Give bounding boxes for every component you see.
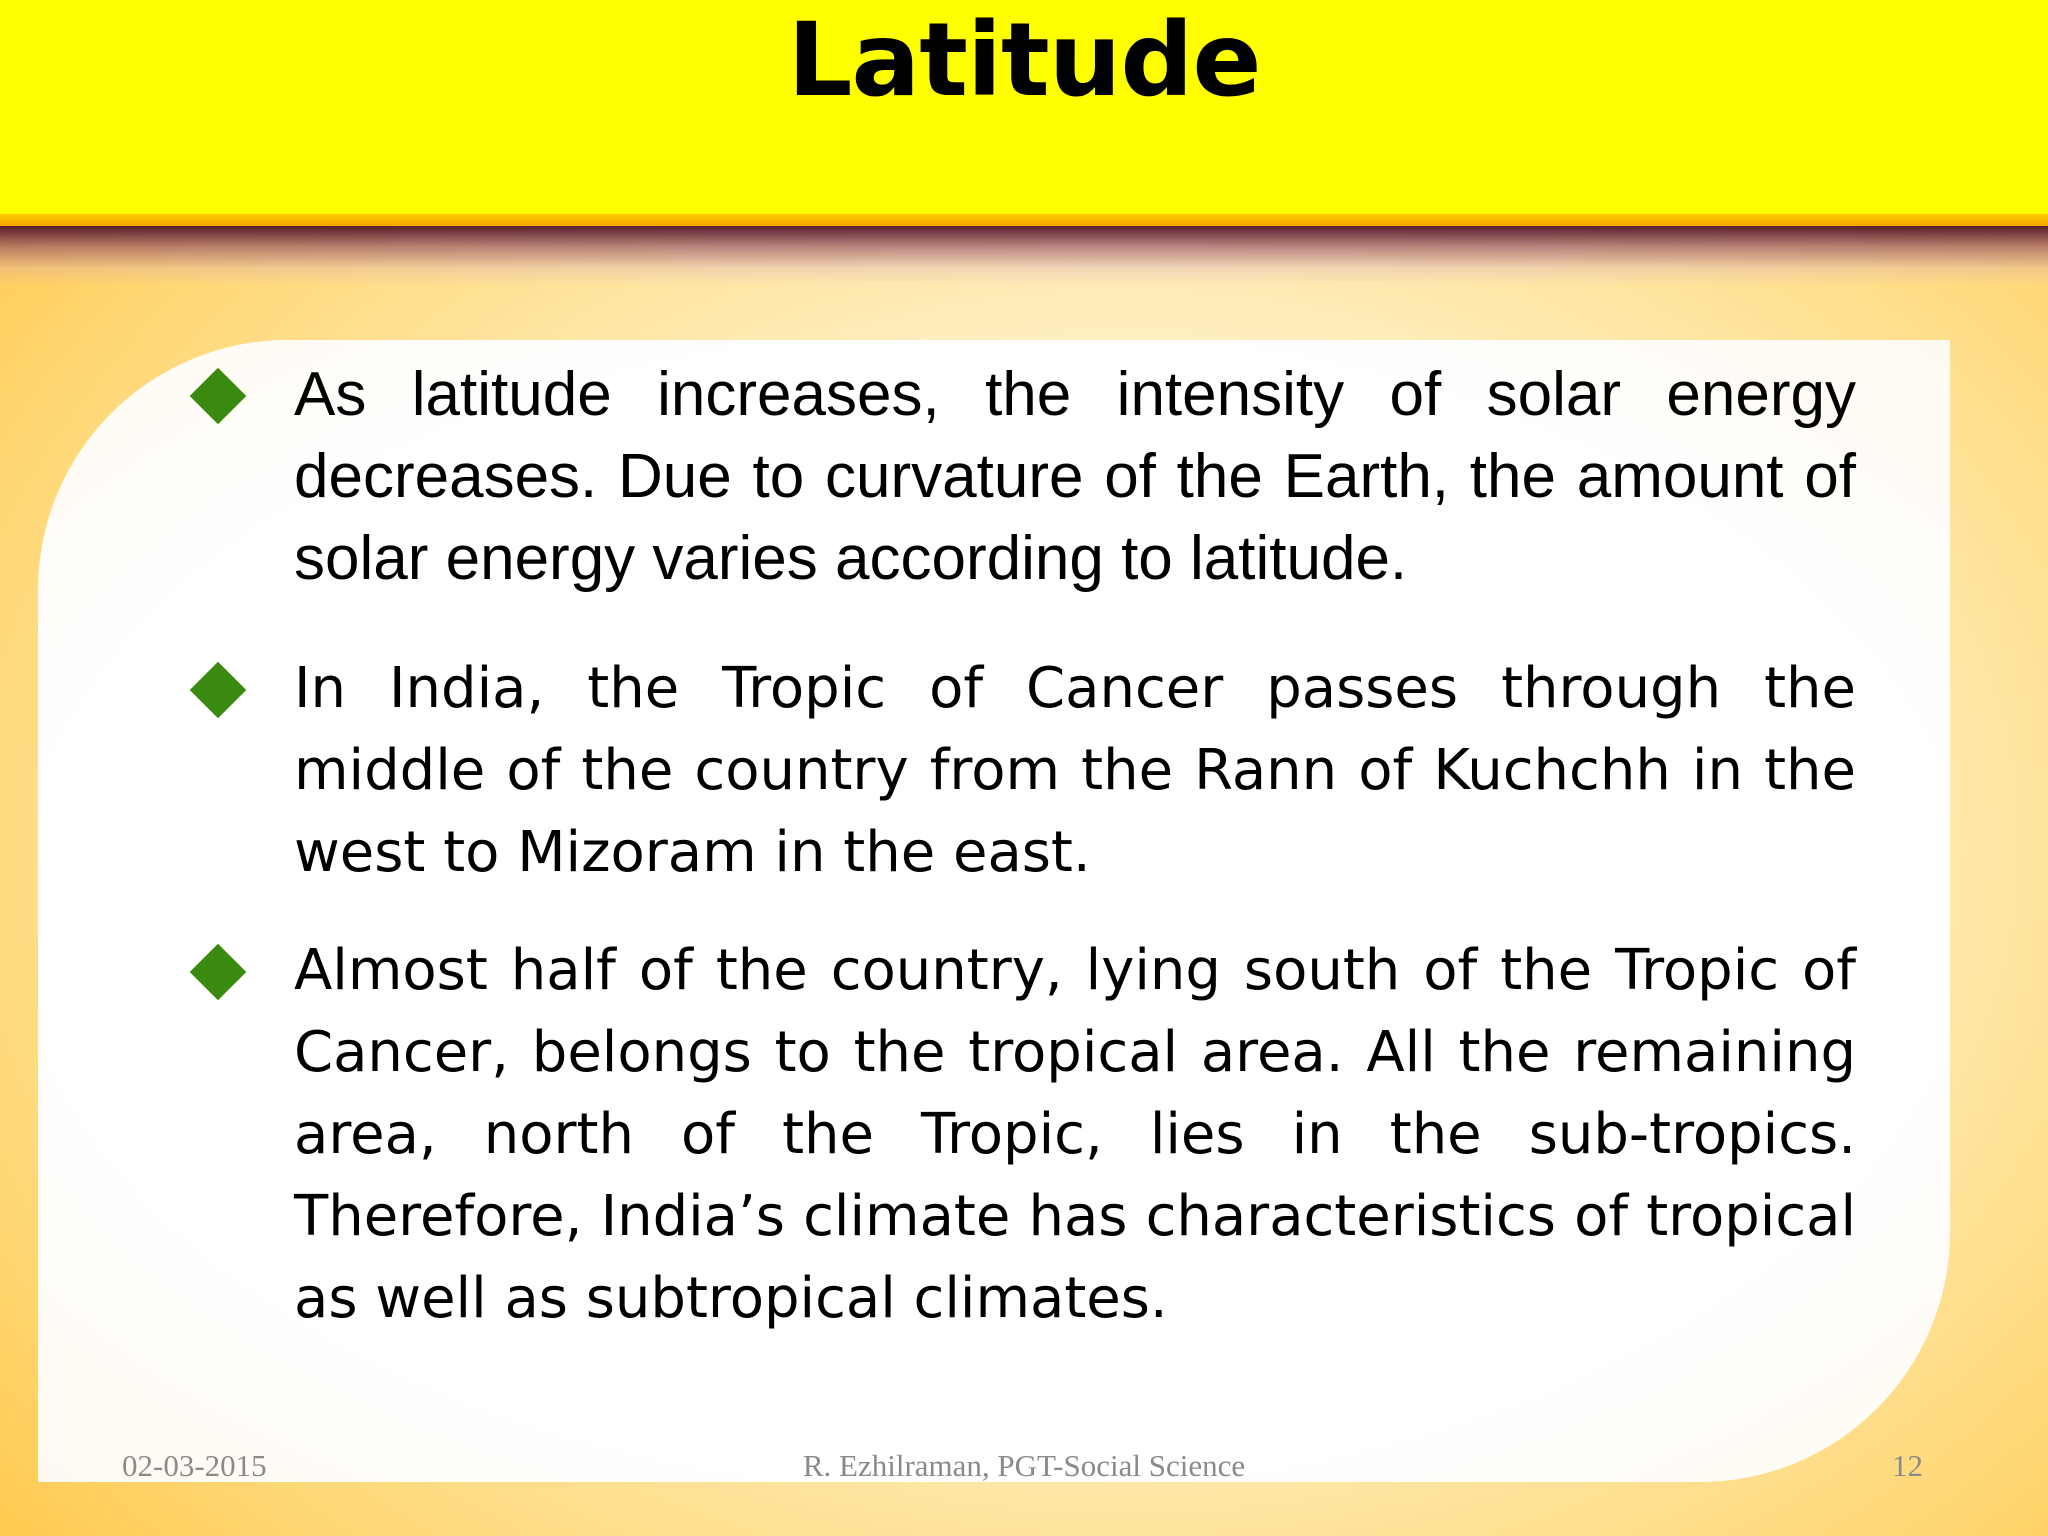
bullet-item bbox=[190, 354, 1856, 600]
bullet-item bbox=[190, 648, 1856, 894]
slide-title: Latitude bbox=[787, 1, 1261, 120]
bullet-list bbox=[190, 354, 1856, 1340]
title-bar-underline bbox=[0, 214, 2048, 226]
diamond-bullet-icon bbox=[190, 368, 247, 425]
diamond-bullet-icon bbox=[190, 662, 247, 719]
bullet-item bbox=[190, 930, 1856, 1340]
bullet-text: As latitude increases, the intensity of solar energy decreases. Due to curvature of the Earth, the amount of solar energy varies according to latitude. bbox=[294, 360, 1856, 593]
title-bar-shadow bbox=[0, 226, 2048, 286]
bullet-text: Almost half of the country, lying south of the Tropic of Cancer, belongs to the tropical area. All the remaining area, north of the Tropic, lies in the sub-tropics. Therefore, India’s climate has characteristics of tropical as well as subtropical climates. bbox=[294, 938, 1856, 1331]
footer-author: R. Ezhilraman, PGT-Social Science bbox=[802, 1448, 1246, 1483]
bullet-text: In India, the Tropic of Cancer passes through the middle of the country from the Rann of Kuchchh in the west to Mizoram in the east. bbox=[294, 656, 1856, 885]
diamond-bullet-icon bbox=[190, 944, 247, 1001]
page-number: 12 bbox=[1892, 1448, 1923, 1483]
footer-date: 02-03-2015 bbox=[122, 1448, 267, 1483]
